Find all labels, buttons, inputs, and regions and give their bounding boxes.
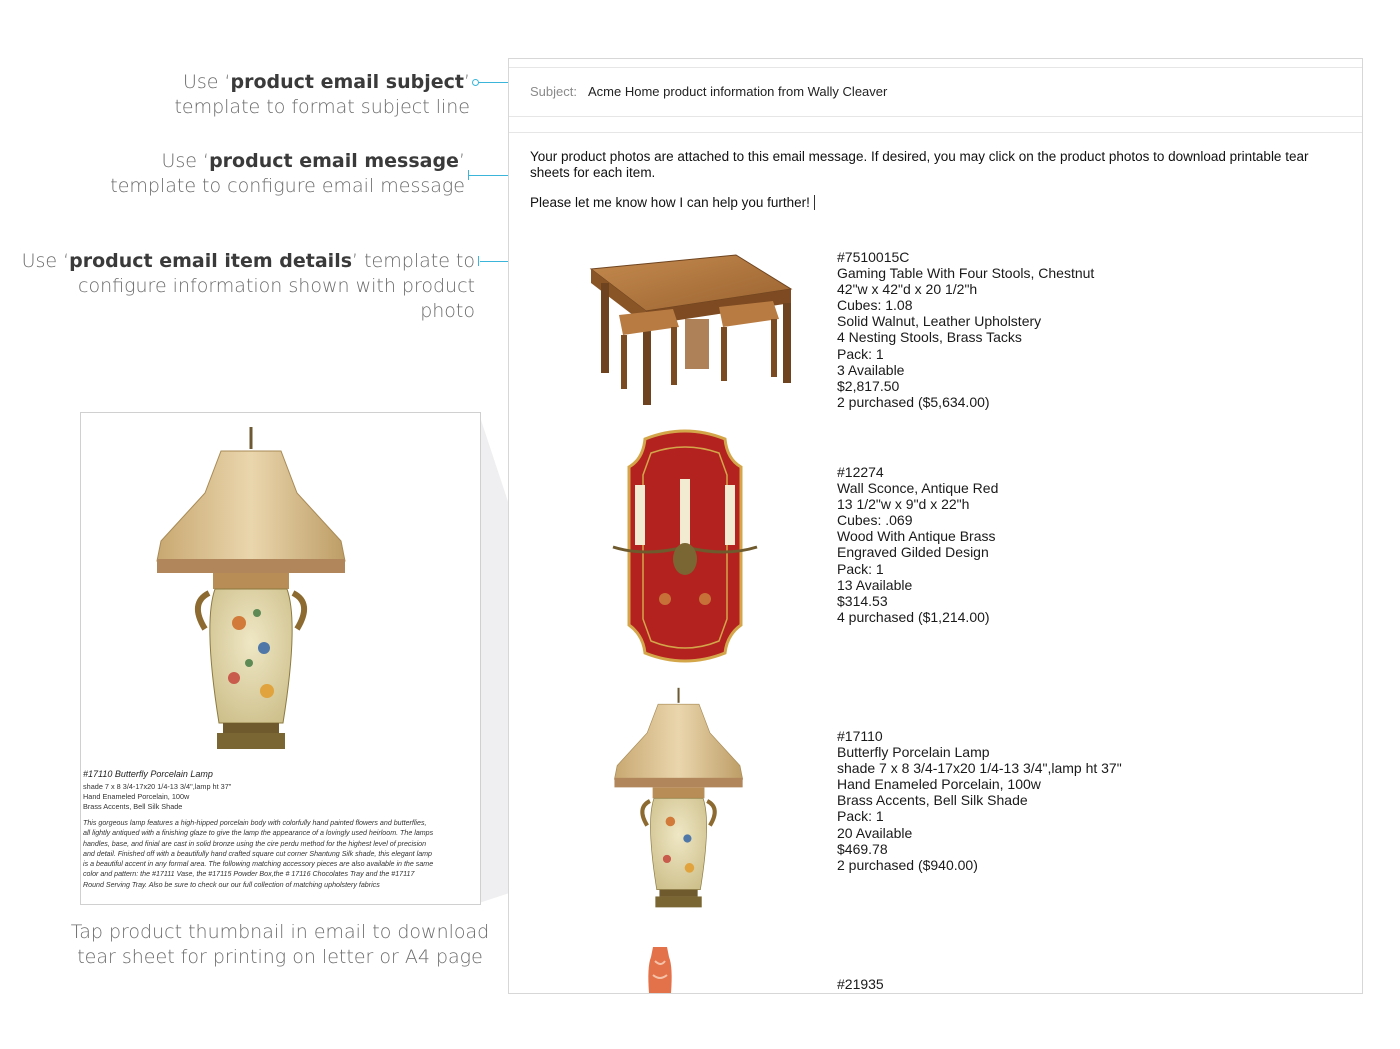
email-body-paragraph[interactable]: Please let me know how I can help you further! [530,195,1340,211]
subject-field[interactable]: Acme Home product information from Wally Cleaver [588,84,888,99]
product-thumbnail-wall-sconce[interactable] [605,429,765,665]
email-compose-window [508,58,1363,994]
tear-sheet-title: #17110 Butterfly Porcelain Lamp [83,769,213,779]
lamp-image [149,423,369,763]
product-details: #7510015C Gaming Table With Four Stools, Chestnut 42"w x 42"d x 20 1/2"h Cubes: 1.08 Solid Walnut, Leather Upholstery 4 Nesting Stools, Brass Tacks Pack: 1 3 Available $2,817.50 2 purchased ($5,634.00) [837,249,1095,410]
tear-sheet-description: This gorgeous lamp features a high-hipped porcelain body with colorfully hand painted flowers and butterflies, all lightly antiqued with a finishing glaze to give the lamp the appearance of a lovingly used heirloom. The lamps handles, base, and finial are cast in solid bronze using the cire perdu method for the highest level of precision and detail. Finished off with a beautifully hand crafted square cut corner Shantung Silk shade, this elegant lamp is a beautiful accent in any formal area. The following matching accessory pieces are also available in the same color and pattern: the #17111 Vase, the #17115 Powder Box,the # 17116 Chocolates Tray and the #17117 Round Serving Tray. Also be sure to check our our full collection of matching upholstery fabrics [83,819,434,889]
header-divider [509,132,1362,133]
product-details: #21935 [837,976,884,992]
product-thumbnail-gaming-table[interactable] [561,249,801,409]
tear-sheet-preview[interactable] [80,412,481,905]
product-details: #12274 Wall Sconce, Antique Red 13 1/2"w x 9"d x 22"h Cubes: .069 Wood With Antique Brass Engraved Gilded Design Pack: 1 13 Available $314.53 4 purchased ($1,214.00) [837,464,999,625]
tap-thumbnail-note: Tap product thumbnail in email to download tear sheet for printing on letter or A4 page [70,921,490,968]
message-template-callout: Use ‘product email message’ template to configure email message [110,150,465,197]
tear-sheet-line: Hand Enameled Porcelain, 100w [83,792,190,801]
tear-sheet-line: shade 7 x 8 3/4-17x20 1/4-13 3/4",lamp ht 37" [83,782,232,791]
product-thumbnail-porcelain-lamp[interactable] [609,683,759,919]
item-details-leader-tick [478,256,479,266]
product-thumbnail-vase[interactable] [645,947,675,993]
tear-sheet-line: Brass Accents, Bell Silk Shade [83,802,183,811]
message-leader-tick [468,170,469,180]
text-cursor [814,195,815,210]
product-details: #17110 Butterfly Porcelain Lamp shade 7 x 8 3/4-17x20 1/4-13 3/4",lamp ht 37" Hand Enameled Porcelain, 100w Brass Accents, Bell Silk Shade Pack: 1 20 Available $469.78 2 purchased ($940.00) [837,728,1122,873]
item-details-template-callout: Use ‘product email item details’ template to configure information shown with product photo [21,250,475,322]
subject-label: Subject: [530,84,577,99]
subject-leader-dot [472,79,479,86]
email-body-paragraph[interactable]: Your product photos are attached to this email message. If desired, you may click on the product photos to download printable tear sheets for each item. [530,149,1309,180]
subject-row[interactable] [509,67,1362,117]
subject-template-callout: Use ‘product email subject’ template to format subject line [174,71,470,118]
